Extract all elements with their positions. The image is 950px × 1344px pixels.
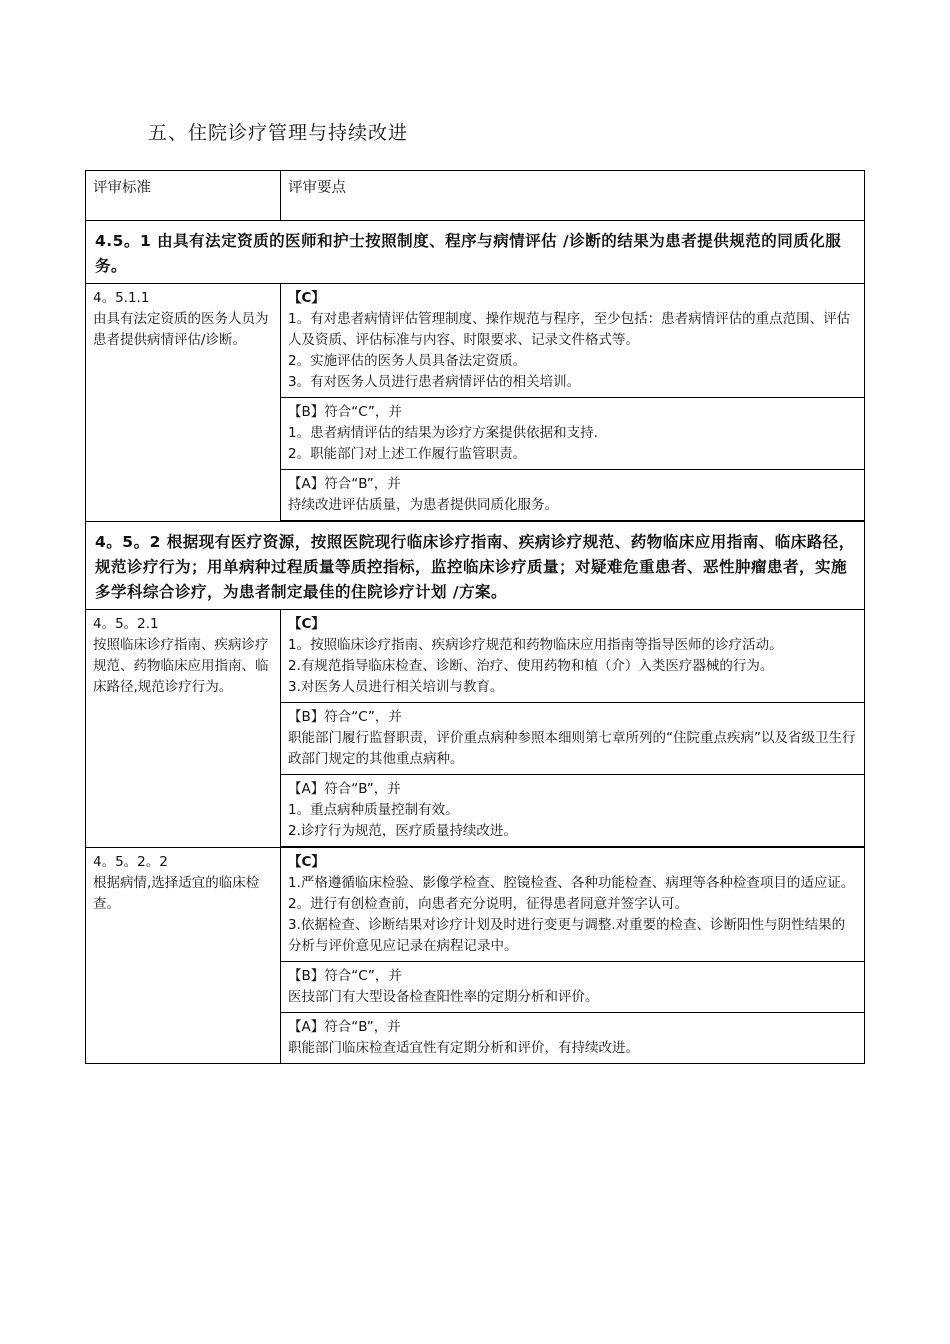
level-b-cell xyxy=(281,962,865,1013)
standard-row xyxy=(86,221,865,284)
item-cell xyxy=(86,284,281,522)
level-a-cell xyxy=(281,1013,865,1064)
level-b-cell xyxy=(281,398,865,470)
level-line: 2。职能部门对上述工作履行监管职责。 xyxy=(288,446,527,462)
level-line: 1.严格遵循临床检验、影像学检查、腔镜检查、各种功能检查、病理等各种检查项目的适应证。 xyxy=(288,875,855,891)
level-line: 职能部门临床检查适宜性有定期分析和评价，有持续改进。 xyxy=(288,1040,639,1056)
level-label: 【C】 xyxy=(288,854,325,870)
level-line: 持续改进评估质量，为患者提供同质化服务。 xyxy=(288,497,558,513)
level-line: 医技部门有大型设备检查阳性率的定期分析和评价。 xyxy=(288,989,599,1005)
level-c-cell xyxy=(281,610,865,703)
level-label: 【A】符合“B”，并 xyxy=(288,1019,401,1035)
header-standard: 评审标准 xyxy=(86,171,281,221)
item-row xyxy=(86,284,865,398)
level-line: 3.依据检查、诊断结果对诊疗计划及时进行变更与调整.对重要的检查、诊断阳性与阴性结果的分析与评价意见应记录在病程记录中。 xyxy=(288,917,846,954)
item-id: 4。5.1.1 xyxy=(93,290,150,306)
level-line: 3。有对医务人员进行患者病情评估的相关培训。 xyxy=(288,374,581,390)
level-line: 2。进行有创检查前，向患者充分说明，征得患者同意并签字认可。 xyxy=(288,896,689,912)
level-line: 3.对医务人员进行相关培训与教育。 xyxy=(288,679,504,695)
level-label: 【C】 xyxy=(288,616,325,632)
level-line: 1。重点病种质量控制有效。 xyxy=(288,802,459,818)
page-title: 五、住院诊疗管理与持续改进 xyxy=(148,122,409,144)
level-label: 【C】 xyxy=(288,290,325,306)
item-text: 由具有法定资质的医务人员为患者提供病情评估/诊断。 xyxy=(93,311,269,348)
level-label: 【B】符合“C”，并 xyxy=(288,404,402,420)
level-line: 2.诊疗行为规范，医疗质量持续改进。 xyxy=(288,823,517,839)
level-label: 【A】符合“B”，并 xyxy=(288,476,401,492)
level-line: 职能部门履行监督职责，评价重点病种参照本细则第七章所列的“住院重点疾病”以及省级卫生行政部门规定的其他重点病种。 xyxy=(288,730,856,767)
level-line: 1。按照临床诊疗指南、疾病诊疗规范和药物临床应用指南等指导医师的诊疗活动。 xyxy=(288,637,783,653)
header-key-points: 评审要点 xyxy=(281,171,865,221)
item-text: 根据病情,选择适宜的临床检查。 xyxy=(93,874,260,912)
item-id: 4。5。2.1 xyxy=(93,616,159,632)
item-cell xyxy=(86,847,281,1064)
item-text: 按照临床诊疗指南、疾病诊疗规范、药物临床应用指南、临床路径,规范诊疗行为。 xyxy=(93,637,269,695)
review-table xyxy=(85,170,865,1064)
level-label: 【B】符合“C”，并 xyxy=(288,968,402,984)
item-row xyxy=(86,847,865,962)
item-row xyxy=(86,610,865,703)
level-label: 【A】符合“B”，并 xyxy=(288,781,401,797)
level-line: 2。实施评估的医务人员具备法定资质。 xyxy=(288,353,527,369)
standard-row xyxy=(86,521,865,610)
level-b-cell xyxy=(281,703,865,775)
level-a-cell xyxy=(281,775,865,848)
item-id: 4。5。2。2 xyxy=(93,853,168,870)
level-label: 【B】符合“C”，并 xyxy=(288,709,402,725)
standard-text: 4。5。2 根据现有医疗资源，按照医院现行临床诊疗指南、疾病诊疗规范、药物临床应用指南、临床路径，规范诊疗行为；用单病种过程质量等质控指标，监控临床诊疗质量；对疑难危重患者、恶性肿瘤患者，实施多学科综合诊疗，为患者制定最佳的住院诊疗计划 /方案。 xyxy=(86,521,865,610)
item-cell xyxy=(86,610,281,848)
level-c-cell xyxy=(281,847,865,962)
level-line: 2.有规范指导临床检查、诊断、治疗、使用药物和植（介）入类医疗器械的行为。 xyxy=(288,658,774,674)
level-c-cell xyxy=(281,284,865,398)
level-line: 1。有对患者病情评估管理制度、操作规范与程序，至少包括：患者病情评估的重点范围、评估人及资质、评估标准与内容、时限要求、记录文件格式等。 xyxy=(288,311,851,348)
level-line: 1。患者病情评估的结果为诊疗方案提供依据和支持. xyxy=(288,425,598,441)
standard-text: 4.5。1 由具有法定资质的医师和护士按照制度、程序与病情评估 /诊断的结果为患者提供规范的同质化服务。 xyxy=(86,221,865,284)
level-a-cell xyxy=(281,470,865,522)
table-header-row xyxy=(86,171,865,221)
